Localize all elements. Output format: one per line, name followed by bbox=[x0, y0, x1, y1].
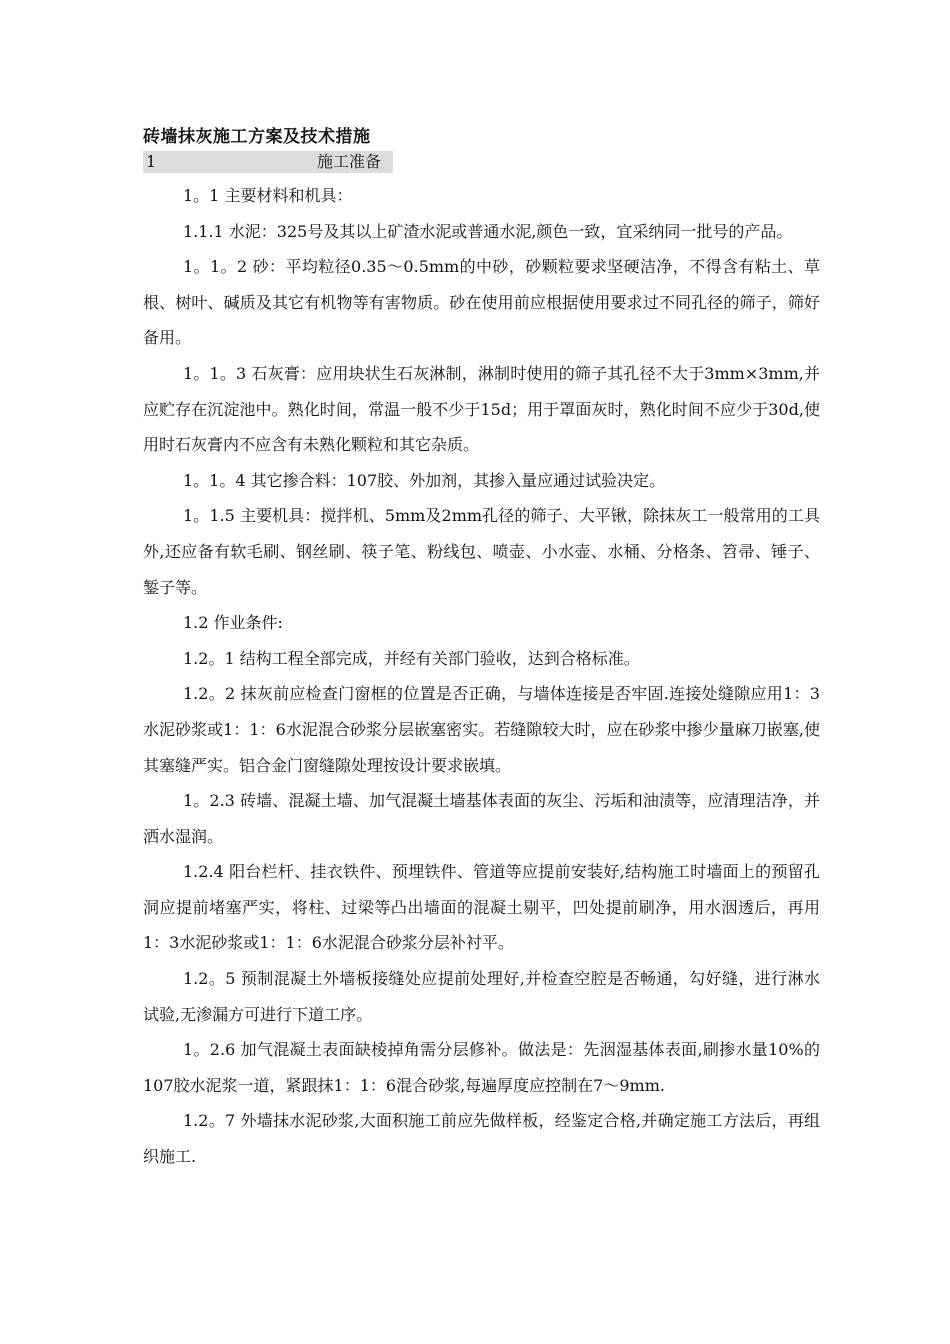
paragraph-work-conditions-heading: 1.2 作业条件: bbox=[183, 613, 283, 633]
paragraph-materials-heading: 1。1 主要材料和机具： bbox=[183, 186, 353, 205]
paragraph-sample-panel: 1.2。7 外墙抹水泥砂浆,大面积施工前应先做样板，经鉴定合格,并确定施工方法后，再组织施工. bbox=[143, 1111, 820, 1167]
paragraph-cement: 1.1.1 水泥：325号及其以上矿渣水泥或普通水泥,颜色一致，宜采纳同一批号的产品。 bbox=[183, 221, 793, 241]
paragraph-aerated-concrete-repair: 1。2.6 加气混凝土表面缺棱掉角需分层修补。做法是：先洇湿基体表面,刷掺水量10%的107胶水泥浆一道，紧跟抹1：1：6混合砂浆,每遍厚度应控制在7～9mm. bbox=[143, 1040, 820, 1095]
section-heading bbox=[143, 151, 393, 173]
paragraph-sand: 1。1。2 砂：平均粒径0.35～0.5mm的中砂，砂颗粒要求坚硬洁净，不得含有粘土、草根、树叶、碱质及其它有机物等有害物质。砂在使用前应根据使用要求过不同孔径的筛子，筛好备用。 bbox=[143, 257, 820, 348]
paragraph-wall-cleaning: 1。2.3 砖墙、混凝土墙、加气混凝土墙基体表面的灰尘、污垢和油渍等，应清理洁净，并洒水湿润。 bbox=[143, 791, 820, 846]
paragraph-precast-joints: 1.2。5 预制混凝土外墙板接缝处应提前处理好,并检查空腔是否畅通，勾好缝，进行淋水试验,无渗漏方可进行下道工序。 bbox=[143, 969, 820, 1024]
paragraph-door-window-frames: 1.2。2 抹灰前应检查门窗框的位置是否正确，与墙体连接是否牢固.连接处缝隙应用1：3水泥砂浆或1：1：6水泥混合砂浆分层嵌塞密实。若缝隙较大时，应在砂浆中掺少量麻刀嵌塞,使其塞缝严实。铝合金门窗缝隙处理按设计要求嵌填。 bbox=[143, 684, 820, 775]
paragraph-tools: 1。1.5 主要机具：搅拌机、5mm及2mm孔径的筛子、大平锹，除抹灰工一般常用的工具外,还应备有软毛刷、钢丝刷、筷子笔、粉线包、喷壶、小水壶、水桶、分格条、笤帚、锤子、錾子等。 bbox=[143, 506, 820, 597]
paragraph-structure-acceptance: 1.2。1 结构工程全部完成，并经有关部门验收，达到合格标准。 bbox=[183, 648, 640, 668]
paragraph-admixtures: 1。1。4 其它掺合料：107胶、外加剂，其掺入量应通过试验决定。 bbox=[183, 470, 666, 490]
section-label: 施工准备 bbox=[317, 152, 382, 171]
section-number: 1 bbox=[146, 152, 157, 171]
paragraph-lime-putty: 1。1。3 石灰膏：应用块状生石灰淋制，淋制时使用的筛子其孔径不大于3mm×3mm,并应贮存在沉淀池中。熟化时间，常温一般不少于15d；用于罩面灰时，熟化时间不应少于30d,使用时石灰膏内不应含有未熟化颗粒和其它杂质。 bbox=[143, 363, 820, 455]
document-title: 砖墙抹灰施工方案及技术措施 bbox=[143, 127, 371, 147]
paragraph-embedded-parts: 1.2.4 阳台栏杆、挂衣铁件、预埋铁件、管道等应提前安装好,结构施工时墙面上的预留孔洞应提前堵塞严实，将柱、过梁等凸出墙面的混凝土剔平，凹处提前刷净，用水洇透后，再用1：3水泥砂浆或1：1：6水泥混合砂浆分层补衬平。 bbox=[143, 862, 820, 953]
document-body bbox=[143, 178, 820, 1175]
